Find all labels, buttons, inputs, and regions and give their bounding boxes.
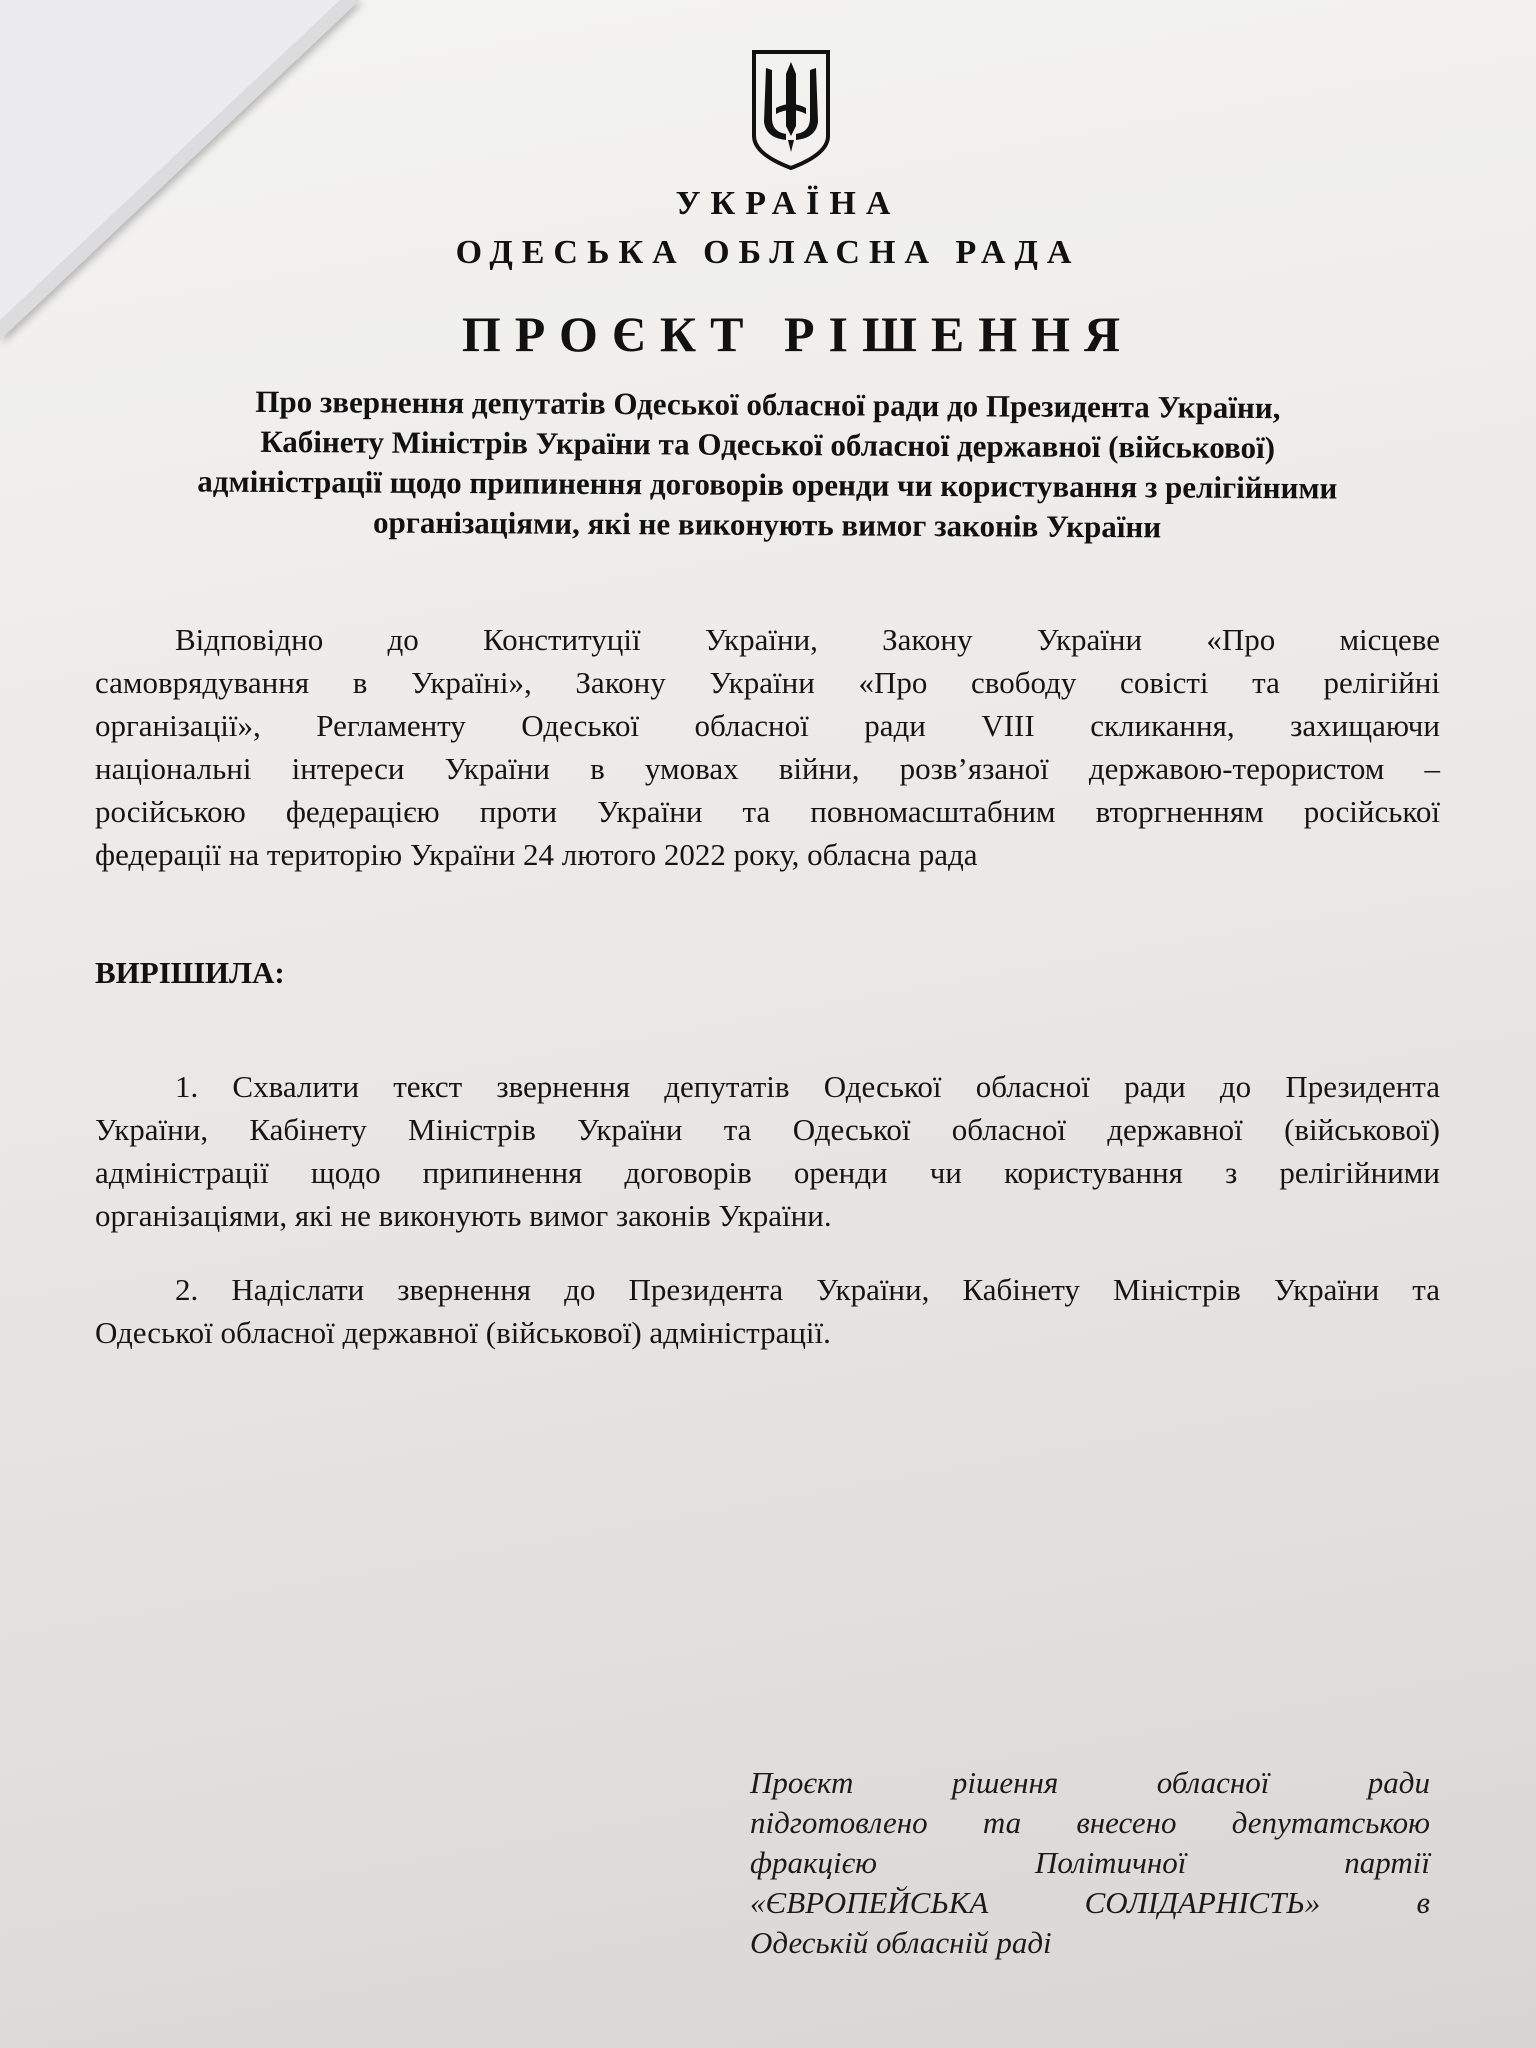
decision-item-2 [95,1268,1440,1354]
text-line: 2. Надіслати звернення до Президента України, Кабінету Міністрів України та [175,1272,1440,1307]
text-line: організаціями, які не виконують вимог законів України. [95,1198,832,1233]
title-line: Про звернення депутатів Одеської обласної ради до Президента України, [255,383,1281,426]
text-line: Одеської обласної державної (військової) адміністрації. [95,1315,831,1350]
text-line: федерації на територію України 24 лютого 2022 року, обласна рада [95,837,978,872]
country-heading: УКРАЇНА [675,185,901,222]
text-line: національні інтереси України в умовах війни, розв’язаної державою-терористом – [95,751,1440,786]
document-type-heading: ПРОЄКТ РІШЕННЯ [461,306,1135,362]
text-line: російською федерацією проти України та повномасштабним вторгненням російської [95,794,1440,829]
text-line: підготовлено та внесено депутатською [750,1805,1430,1840]
text-line: Одеській обласній раді [750,1925,1052,1960]
prepared-by-note [750,1763,1430,1963]
folded-page-corner-inner [0,0,340,320]
text-line: самоврядування в Україні», Закону України «Про свободу совісті та релігійні [95,665,1440,700]
decision-item-1 [95,1065,1440,1237]
trident-coat-of-arms-icon [750,48,832,172]
decided-heading: ВИРІШИЛА: [95,955,285,990]
text-line: фракцією Політичної партії [750,1845,1430,1880]
text-line: організації», Регламенту Одеської обласної ради VIII скликання, захищаючи [95,708,1440,743]
text-line: адміністрації щодо припинення договорів оренди чи користування з релігійними [95,1155,1440,1190]
title-line: Кабінету Міністрів України та Одеської обласної державної (військової) [260,423,1276,466]
title-line: адміністрації щодо припинення договорів оренди чи користування з релігійними [197,463,1338,506]
text-line: Відповідно до Конституції України, Закону України «Про місцеве [175,622,1440,657]
text-line: України, Кабінету Міністрів України та Одеської обласної державної (військової) [95,1112,1440,1147]
text-line: 1. Схвалити текст звернення депутатів Одеської обласної ради до Президента [175,1069,1440,1104]
text-line: Проєкт рішення обласної ради [750,1765,1430,1800]
council-heading: ОДЕСЬКА ОБЛАСНА РАДА [455,234,1081,271]
text-line: «ЄВРОПЕЙСЬКА СОЛІДАРНІСТЬ» в [750,1885,1430,1920]
decision-title [95,381,1441,549]
preamble-paragraph [95,618,1440,876]
title-line: організаціями, які не виконують вимог законів України [372,504,1162,545]
